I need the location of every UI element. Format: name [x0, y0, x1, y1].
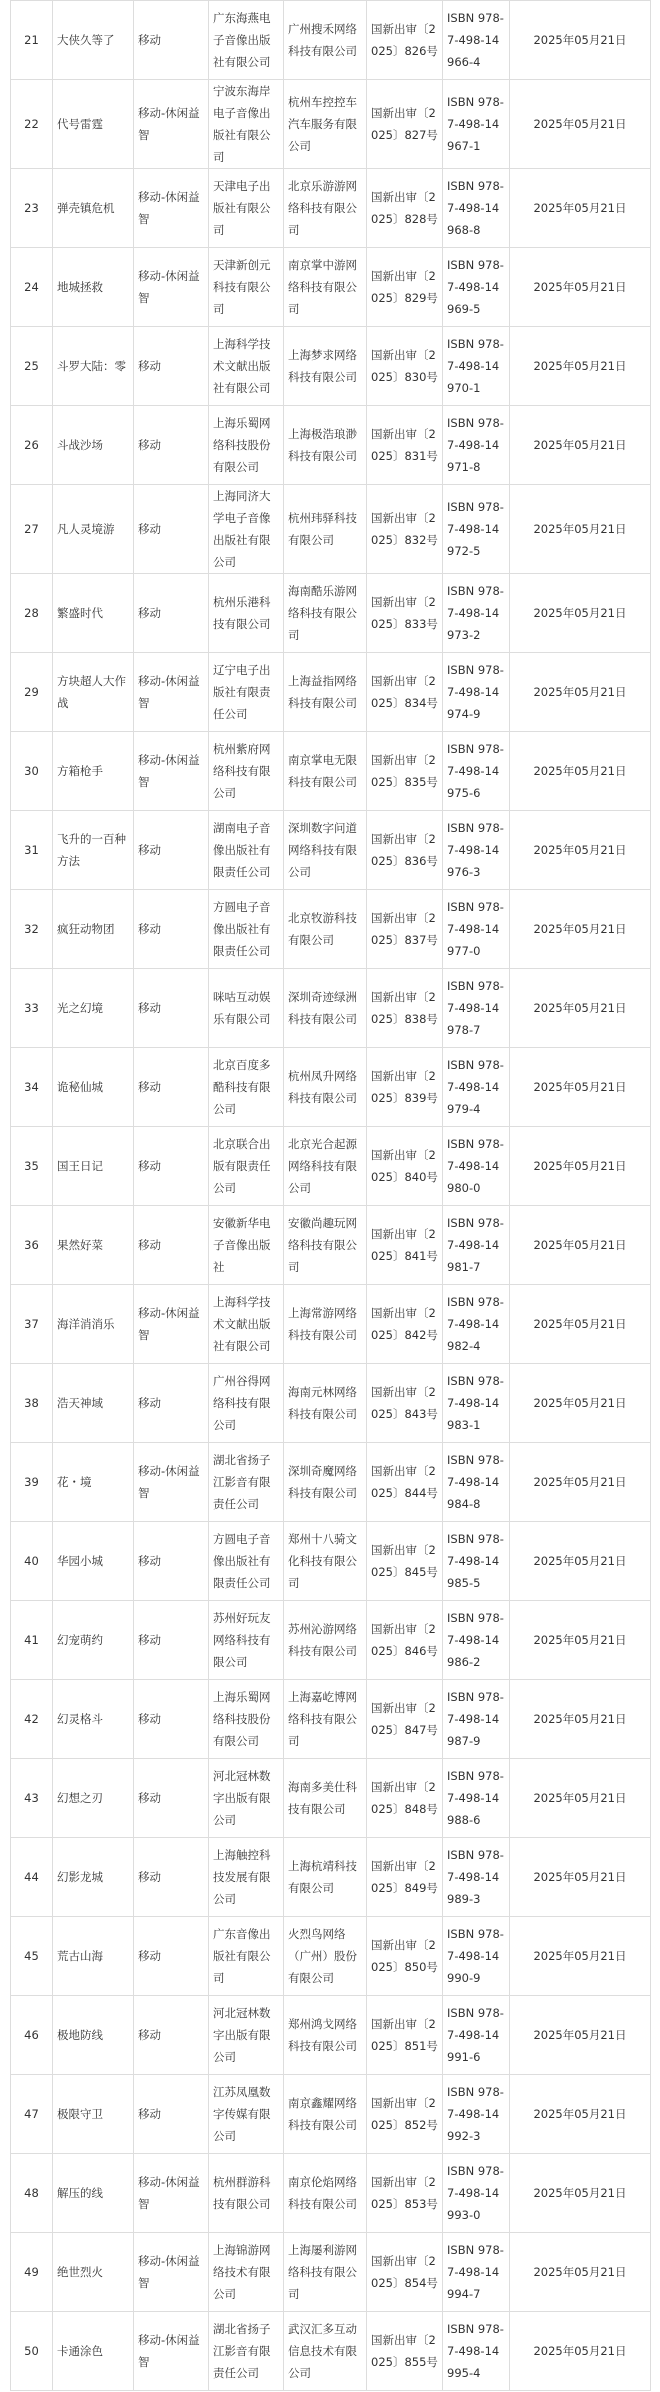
- row-number: 21: [11, 1, 53, 80]
- isbn-number: ISBN 978-7-498-14973-2: [443, 574, 510, 653]
- approval-date: 2025年05月21日: [510, 1206, 651, 1285]
- game-type: 移动: [134, 1917, 209, 1996]
- approval-number: 国新出审〔2025〕855号: [367, 2312, 443, 2391]
- row-number: 38: [11, 1364, 53, 1443]
- operator-name: 安徽尚趣玩网络科技有限公司: [284, 1206, 367, 1285]
- row-number: 39: [11, 1443, 53, 1522]
- approval-number: 国新出审〔2025〕842号: [367, 1285, 443, 1364]
- approval-number: 国新出审〔2025〕841号: [367, 1206, 443, 1285]
- table-row: [11, 969, 651, 1048]
- game-type: 移动-休闲益智: [134, 732, 209, 811]
- row-number: 22: [11, 80, 53, 169]
- game-name: 飞升的一百种方法: [53, 811, 134, 890]
- isbn-number: ISBN 978-7-498-14994-7: [443, 2233, 510, 2312]
- game-name: 斗罗大陆：零: [53, 327, 134, 406]
- approval-number: 国新出审〔2025〕844号: [367, 1443, 443, 1522]
- row-number: 35: [11, 1127, 53, 1206]
- approval-number: 国新出审〔2025〕831号: [367, 406, 443, 485]
- publisher-name: 河北冠林数字出版有限公司: [209, 1759, 284, 1838]
- operator-name: 苏州沁游网络科技有限公司: [284, 1601, 367, 1680]
- publisher-name: 湖南电子音像出版社有限责任公司: [209, 811, 284, 890]
- row-number: 34: [11, 1048, 53, 1127]
- row-number: 26: [11, 406, 53, 485]
- game-name: 斗战沙场: [53, 406, 134, 485]
- isbn-number: ISBN 978-7-498-14993-0: [443, 2154, 510, 2233]
- isbn-number: ISBN 978-7-498-14987-9: [443, 1680, 510, 1759]
- table-row: [11, 169, 651, 248]
- game-type: 移动: [134, 1206, 209, 1285]
- game-type: 移动: [134, 1048, 209, 1127]
- table-row: [11, 1206, 651, 1285]
- table-row: [11, 2075, 651, 2154]
- isbn-number: ISBN 978-7-498-14990-9: [443, 1917, 510, 1996]
- game-name: 荒古山海: [53, 1917, 134, 1996]
- approval-date: 2025年05月21日: [510, 1127, 651, 1206]
- game-name: 花・境: [53, 1443, 134, 1522]
- isbn-number: ISBN 978-7-498-14969-5: [443, 248, 510, 327]
- operator-name: 北京乐游游网络科技有限公司: [284, 169, 367, 248]
- table-row: [11, 485, 651, 574]
- row-number: 41: [11, 1601, 53, 1680]
- table-row: [11, 1127, 651, 1206]
- game-name: 极限守卫: [53, 2075, 134, 2154]
- operator-name: 南京掌电无限科技有限公司: [284, 732, 367, 811]
- approval-date: 2025年05月21日: [510, 1759, 651, 1838]
- game-type: 移动-休闲益智: [134, 169, 209, 248]
- row-number: 32: [11, 890, 53, 969]
- table-row: [11, 1048, 651, 1127]
- isbn-number: ISBN 978-7-498-14971-8: [443, 406, 510, 485]
- approval-date: 2025年05月21日: [510, 327, 651, 406]
- approval-number: 国新出审〔2025〕854号: [367, 2233, 443, 2312]
- approval-date: 2025年05月21日: [510, 1285, 651, 1364]
- operator-name: 杭州车控控车汽车服务有限公司: [284, 80, 367, 169]
- game-name: 大侠久等了: [53, 1, 134, 80]
- approval-date: 2025年05月21日: [510, 574, 651, 653]
- operator-name: 广州搜禾网络科技有限公司: [284, 1, 367, 80]
- table-body: [11, 1, 651, 2391]
- publisher-name: 宁波东海岸电子音像出版社有限公司: [209, 80, 284, 169]
- isbn-number: ISBN 978-7-498-14970-1: [443, 327, 510, 406]
- approval-date: 2025年05月21日: [510, 406, 651, 485]
- publisher-name: 上海乐蜀网络科技股份有限公司: [209, 406, 284, 485]
- table-row: [11, 1680, 651, 1759]
- game-type: 移动: [134, 969, 209, 1048]
- approval-number: 国新出审〔2025〕848号: [367, 1759, 443, 1838]
- game-type: 移动-休闲益智: [134, 1443, 209, 1522]
- publisher-name: 上海科学技术文献出版社有限公司: [209, 327, 284, 406]
- approval-date: 2025年05月21日: [510, 1522, 651, 1601]
- game-name: 地城拯救: [53, 248, 134, 327]
- operator-name: 武汉汇多互动信息技术有限公司: [284, 2312, 367, 2391]
- game-type: 移动: [134, 406, 209, 485]
- game-name: 繁盛时代: [53, 574, 134, 653]
- approval-number: 国新出审〔2025〕834号: [367, 653, 443, 732]
- table-row: [11, 1601, 651, 1680]
- game-type: 移动: [134, 2075, 209, 2154]
- game-type: 移动: [134, 811, 209, 890]
- isbn-number: ISBN 978-7-498-14992-3: [443, 2075, 510, 2154]
- publisher-name: 杭州乐港科技有限公司: [209, 574, 284, 653]
- operator-name: 上海嘉屹博网络科技有限公司: [284, 1680, 367, 1759]
- game-name: 诡秘仙城: [53, 1048, 134, 1127]
- approval-number: 国新出审〔2025〕847号: [367, 1680, 443, 1759]
- game-name: 疯狂动物团: [53, 890, 134, 969]
- publisher-name: 北京联合出版有限责任公司: [209, 1127, 284, 1206]
- game-name: 海洋消消乐: [53, 1285, 134, 1364]
- table-row: [11, 1285, 651, 1364]
- game-name: 幻灵格斗: [53, 1680, 134, 1759]
- approval-date: 2025年05月21日: [510, 1048, 651, 1127]
- isbn-number: ISBN 978-7-498-14967-1: [443, 80, 510, 169]
- game-type: 移动: [134, 890, 209, 969]
- game-name: 果然好菜: [53, 1206, 134, 1285]
- game-type: 移动: [134, 1996, 209, 2075]
- table-row: [11, 890, 651, 969]
- game-type: 移动-休闲益智: [134, 2154, 209, 2233]
- game-type: 移动-休闲益智: [134, 1285, 209, 1364]
- game-name: 绝世烈火: [53, 2233, 134, 2312]
- row-number: 28: [11, 574, 53, 653]
- game-name: 解压的线: [53, 2154, 134, 2233]
- operator-name: 南京伦焰网络科技有限公司: [284, 2154, 367, 2233]
- game-name: 幻想之刃: [53, 1759, 134, 1838]
- publisher-name: 杭州紫府网络科技有限公司: [209, 732, 284, 811]
- operator-name: 北京牧游科技有限公司: [284, 890, 367, 969]
- approval-number: 国新出审〔2025〕830号: [367, 327, 443, 406]
- operator-name: 上海常游网络科技有限公司: [284, 1285, 367, 1364]
- approval-number: 国新出审〔2025〕835号: [367, 732, 443, 811]
- operator-name: 杭州玮驿科技有限公司: [284, 485, 367, 574]
- game-type: 移动-休闲益智: [134, 80, 209, 169]
- isbn-number: ISBN 978-7-498-14988-6: [443, 1759, 510, 1838]
- row-number: 50: [11, 2312, 53, 2391]
- isbn-number: ISBN 978-7-498-14977-0: [443, 890, 510, 969]
- approval-date: 2025年05月21日: [510, 890, 651, 969]
- table-row: [11, 1759, 651, 1838]
- approval-number: 国新出审〔2025〕828号: [367, 169, 443, 248]
- game-type: 移动: [134, 485, 209, 574]
- publisher-name: 广东音像出版社有限公司: [209, 1917, 284, 1996]
- game-name: 幻宠萌约: [53, 1601, 134, 1680]
- game-type: 移动-休闲益智: [134, 2312, 209, 2391]
- approval-number: 国新出审〔2025〕852号: [367, 2075, 443, 2154]
- publisher-name: 广州谷得网络科技有限公司: [209, 1364, 284, 1443]
- approval-number: 国新出审〔2025〕846号: [367, 1601, 443, 1680]
- approval-date: 2025年05月21日: [510, 248, 651, 327]
- row-number: 36: [11, 1206, 53, 1285]
- operator-name: 海南元林网络科技有限公司: [284, 1364, 367, 1443]
- isbn-number: ISBN 978-7-498-14968-8: [443, 169, 510, 248]
- approval-date: 2025年05月21日: [510, 1, 651, 80]
- row-number: 49: [11, 2233, 53, 2312]
- isbn-number: ISBN 978-7-498-14975-6: [443, 732, 510, 811]
- game-type: 移动: [134, 1838, 209, 1917]
- row-number: 31: [11, 811, 53, 890]
- approval-number: 国新出审〔2025〕849号: [367, 1838, 443, 1917]
- publisher-name: 苏州好玩友网络科技有限公司: [209, 1601, 284, 1680]
- operator-name: 深圳奇魔网络科技有限公司: [284, 1443, 367, 1522]
- publisher-name: 湖北省扬子江影音有限责任公司: [209, 1443, 284, 1522]
- publisher-name: 江苏凤凰数字传媒有限公司: [209, 2075, 284, 2154]
- approval-date: 2025年05月21日: [510, 2233, 651, 2312]
- operator-name: 上海益指网络科技有限公司: [284, 653, 367, 732]
- game-type: 移动: [134, 1759, 209, 1838]
- game-name: 光之幻境: [53, 969, 134, 1048]
- game-type: 移动: [134, 327, 209, 406]
- operator-name: 杭州凤升网络科技有限公司: [284, 1048, 367, 1127]
- isbn-number: ISBN 978-7-498-14972-5: [443, 485, 510, 574]
- approval-number: 国新出审〔2025〕833号: [367, 574, 443, 653]
- publisher-name: 辽宁电子出版社有限责任公司: [209, 653, 284, 732]
- row-number: 47: [11, 2075, 53, 2154]
- row-number: 25: [11, 327, 53, 406]
- game-name: 方块超人大作战: [53, 653, 134, 732]
- approval-date: 2025年05月21日: [510, 485, 651, 574]
- row-number: 37: [11, 1285, 53, 1364]
- row-number: 45: [11, 1917, 53, 1996]
- approval-number: 国新出审〔2025〕845号: [367, 1522, 443, 1601]
- approval-number: 国新出审〔2025〕826号: [367, 1, 443, 80]
- game-type: 移动-休闲益智: [134, 248, 209, 327]
- table-row: [11, 811, 651, 890]
- game-name: 极地防线: [53, 1996, 134, 2075]
- approval-number: 国新出审〔2025〕850号: [367, 1917, 443, 1996]
- isbn-number: ISBN 978-7-498-14991-6: [443, 1996, 510, 2075]
- isbn-number: ISBN 978-7-498-14980-0: [443, 1127, 510, 1206]
- approval-number: 国新出审〔2025〕827号: [367, 80, 443, 169]
- table-row: [11, 2312, 651, 2391]
- approval-number: 国新出审〔2025〕843号: [367, 1364, 443, 1443]
- game-name: 凡人灵境游: [53, 485, 134, 574]
- operator-name: 上海梦求网络科技有限公司: [284, 327, 367, 406]
- approval-date: 2025年05月21日: [510, 2154, 651, 2233]
- game-name: 浩天神域: [53, 1364, 134, 1443]
- row-number: 44: [11, 1838, 53, 1917]
- approval-date: 2025年05月21日: [510, 2075, 651, 2154]
- game-name: 代号雷霆: [53, 80, 134, 169]
- row-number: 29: [11, 653, 53, 732]
- table-row: [11, 1838, 651, 1917]
- publisher-name: 方圆电子音像出版社有限责任公司: [209, 890, 284, 969]
- operator-name: 郑州十八骑文化科技有限公司: [284, 1522, 367, 1601]
- publisher-name: 河北冠林数字出版有限公司: [209, 1996, 284, 2075]
- approval-date: 2025年05月21日: [510, 1443, 651, 1522]
- operator-name: 上海屡利游网络科技有限公司: [284, 2233, 367, 2312]
- publisher-name: 上海科学技术文献出版社有限公司: [209, 1285, 284, 1364]
- game-name: 弹壳镇危机: [53, 169, 134, 248]
- publisher-name: 上海乐蜀网络科技股份有限公司: [209, 1680, 284, 1759]
- table-row: [11, 1522, 651, 1601]
- isbn-number: ISBN 978-7-498-14979-4: [443, 1048, 510, 1127]
- approval-number: 国新出审〔2025〕851号: [367, 1996, 443, 2075]
- table-row: [11, 574, 651, 653]
- game-type: 移动: [134, 1127, 209, 1206]
- operator-name: 北京光合起源网络科技有限公司: [284, 1127, 367, 1206]
- table-row: [11, 1917, 651, 1996]
- publisher-name: 上海锦游网络技术有限公司: [209, 2233, 284, 2312]
- publisher-name: 安徽新华电子音像出版社: [209, 1206, 284, 1285]
- game-name: 华园小城: [53, 1522, 134, 1601]
- isbn-number: ISBN 978-7-498-14982-4: [443, 1285, 510, 1364]
- publisher-name: 咪咕互动娱乐有限公司: [209, 969, 284, 1048]
- operator-name: 郑州鸿戈网络科技有限公司: [284, 1996, 367, 2075]
- game-name: 卡通涂色: [53, 2312, 134, 2391]
- isbn-number: ISBN 978-7-498-14974-9: [443, 653, 510, 732]
- approval-date: 2025年05月21日: [510, 1917, 651, 1996]
- game-type: 移动: [134, 1364, 209, 1443]
- approval-number: 国新出审〔2025〕832号: [367, 485, 443, 574]
- isbn-number: ISBN 978-7-498-14986-2: [443, 1601, 510, 1680]
- operator-name: 海南酷乐游网络科技有限公司: [284, 574, 367, 653]
- isbn-number: ISBN 978-7-498-14981-7: [443, 1206, 510, 1285]
- publisher-name: 湖北省扬子江影音有限责任公司: [209, 2312, 284, 2391]
- isbn-number: ISBN 978-7-498-14985-5: [443, 1522, 510, 1601]
- row-number: 43: [11, 1759, 53, 1838]
- approval-date: 2025年05月21日: [510, 1838, 651, 1917]
- row-number: 46: [11, 1996, 53, 2075]
- game-name: 国王日记: [53, 1127, 134, 1206]
- approval-number: 国新出审〔2025〕840号: [367, 1127, 443, 1206]
- approval-date: 2025年05月21日: [510, 1601, 651, 1680]
- table-row: [11, 1364, 651, 1443]
- table-row: [11, 80, 651, 169]
- approval-date: 2025年05月21日: [510, 80, 651, 169]
- publisher-name: 上海触控科技发展有限公司: [209, 1838, 284, 1917]
- isbn-number: ISBN 978-7-498-14989-3: [443, 1838, 510, 1917]
- game-type: 移动-休闲益智: [134, 2233, 209, 2312]
- isbn-number: ISBN 978-7-498-14983-1: [443, 1364, 510, 1443]
- approval-date: 2025年05月21日: [510, 1364, 651, 1443]
- row-number: 42: [11, 1680, 53, 1759]
- approval-number: 国新出审〔2025〕853号: [367, 2154, 443, 2233]
- approval-date: 2025年05月21日: [510, 732, 651, 811]
- isbn-number: ISBN 978-7-498-14995-4: [443, 2312, 510, 2391]
- approval-number: 国新出审〔2025〕829号: [367, 248, 443, 327]
- row-number: 24: [11, 248, 53, 327]
- row-number: 48: [11, 2154, 53, 2233]
- operator-name: 南京掌中游网络科技有限公司: [284, 248, 367, 327]
- approval-date: 2025年05月21日: [510, 811, 651, 890]
- game-type: 移动-休闲益智: [134, 653, 209, 732]
- approval-date: 2025年05月21日: [510, 1996, 651, 2075]
- game-type: 移动: [134, 1601, 209, 1680]
- table-row: [11, 248, 651, 327]
- table-row: [11, 1443, 651, 1522]
- table-row: [11, 327, 651, 406]
- approval-date: 2025年05月21日: [510, 969, 651, 1048]
- game-type: 移动: [134, 1680, 209, 1759]
- publisher-name: 天津新创元科技有限公司: [209, 248, 284, 327]
- row-number: 40: [11, 1522, 53, 1601]
- row-number: 23: [11, 169, 53, 248]
- game-type: 移动: [134, 574, 209, 653]
- operator-name: 深圳奇迹绿洲科技有限公司: [284, 969, 367, 1048]
- table-row: [11, 1996, 651, 2075]
- table-row: [11, 2154, 651, 2233]
- approval-date: 2025年05月21日: [510, 2312, 651, 2391]
- table-row: [11, 2233, 651, 2312]
- publisher-name: 方圆电子音像出版社有限责任公司: [209, 1522, 284, 1601]
- table-row: [11, 653, 651, 732]
- approval-date: 2025年05月21日: [510, 1680, 651, 1759]
- publisher-name: 北京百度多酷科技有限公司: [209, 1048, 284, 1127]
- row-number: 27: [11, 485, 53, 574]
- isbn-number: ISBN 978-7-498-14978-7: [443, 969, 510, 1048]
- approval-date: 2025年05月21日: [510, 653, 651, 732]
- isbn-number: ISBN 978-7-498-14966-4: [443, 1, 510, 80]
- isbn-number: ISBN 978-7-498-14984-8: [443, 1443, 510, 1522]
- operator-name: 上海极浩琅渺科技有限公司: [284, 406, 367, 485]
- table-row: [11, 406, 651, 485]
- operator-name: 南京鑫耀网络科技有限公司: [284, 2075, 367, 2154]
- approval-number: 国新出审〔2025〕837号: [367, 890, 443, 969]
- publisher-name: 天津电子出版社有限公司: [209, 169, 284, 248]
- publisher-name: 广东海燕电子音像出版社有限公司: [209, 1, 284, 80]
- operator-name: 深圳数字问道网络科技有限公司: [284, 811, 367, 890]
- game-type: 移动: [134, 1522, 209, 1601]
- row-number: 30: [11, 732, 53, 811]
- isbn-number: ISBN 978-7-498-14976-3: [443, 811, 510, 890]
- publisher-name: 上海同济大学电子音像出版社有限公司: [209, 485, 284, 574]
- operator-name: 上海杭靖科技有限公司: [284, 1838, 367, 1917]
- operator-name: 海南多美仕科技有限公司: [284, 1759, 367, 1838]
- approval-number: 国新出审〔2025〕836号: [367, 811, 443, 890]
- game-name: 方箱枪手: [53, 732, 134, 811]
- game-approval-table: [10, 0, 651, 2391]
- game-type: 移动: [134, 1, 209, 80]
- game-name: 幻影龙城: [53, 1838, 134, 1917]
- operator-name: 火烈鸟网络（广州）股份有限公司: [284, 1917, 367, 1996]
- approval-number: 国新出审〔2025〕838号: [367, 969, 443, 1048]
- approval-date: 2025年05月21日: [510, 169, 651, 248]
- row-number: 33: [11, 969, 53, 1048]
- table-row: [11, 1, 651, 80]
- publisher-name: 杭州群游科技有限公司: [209, 2154, 284, 2233]
- table-row: [11, 732, 651, 811]
- approval-number: 国新出审〔2025〕839号: [367, 1048, 443, 1127]
